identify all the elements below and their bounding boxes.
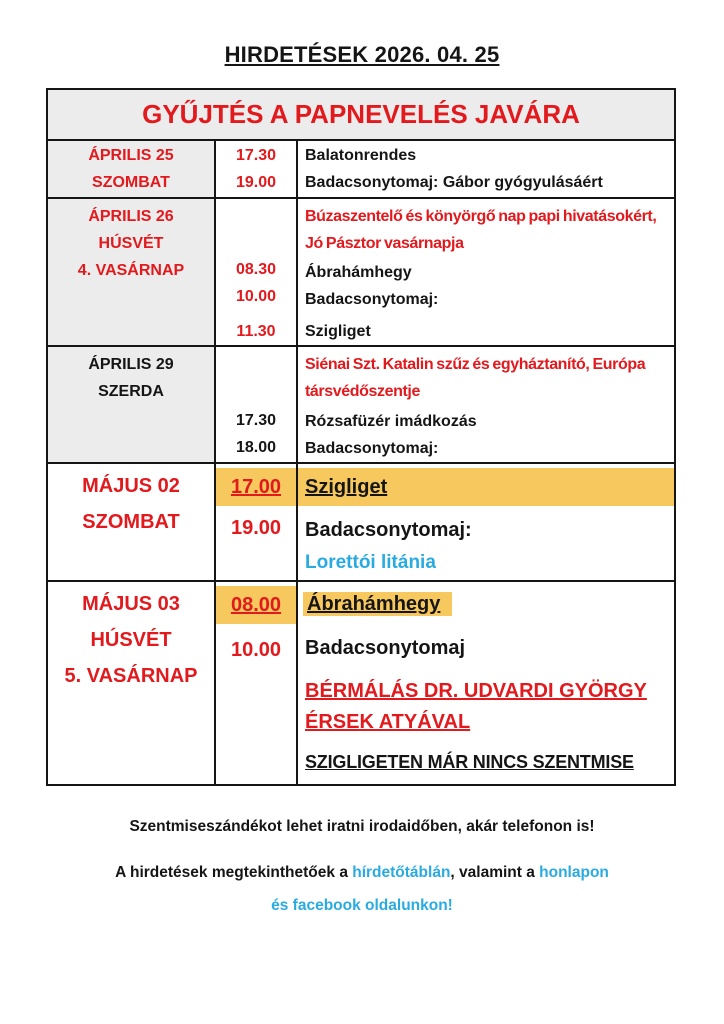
time-cell <box>214 199 298 345</box>
location-value: Rózsafüzér imádkozás <box>305 413 477 430</box>
location-cell <box>298 199 674 345</box>
time-cell <box>214 464 298 580</box>
table-row-april-29 <box>48 345 674 462</box>
litany-note: Lorettói litánia <box>305 552 436 573</box>
time-value: 17.30 <box>235 412 277 429</box>
spacer <box>216 351 296 403</box>
location-value: Szigliget <box>305 323 371 340</box>
date-cell <box>48 141 214 197</box>
time-value: 17.30 <box>235 147 277 164</box>
footer-text: A hirdetések megtekinthetőek a <box>115 864 353 881</box>
time-cell <box>214 141 298 197</box>
time-value: 10.00 <box>235 288 277 306</box>
feast-note: Siénai Szt. Katalin szűz és egyháztanító, Európa társvédőszentje <box>305 356 646 400</box>
website-link-text: honlapon <box>539 864 609 881</box>
facebook-link-text: és facebook oldalunkon! <box>271 897 453 914</box>
location-value: Badacsonytomaj <box>305 637 466 659</box>
footer-text: , valamint a <box>450 864 540 881</box>
spacer <box>298 622 674 630</box>
location-cell <box>298 141 674 197</box>
date-line: ÁPRILIS 25 <box>88 147 174 164</box>
location-value-highlighted: Szigliget <box>305 476 388 498</box>
location-value-highlighted: Ábrahámhegy <box>303 592 452 616</box>
table-row-may-03 <box>48 580 674 784</box>
day-line: 4. VASÁRNAP <box>77 262 185 279</box>
table-row-april-25 <box>48 139 674 197</box>
date-line: MÁJUS 02 <box>82 475 180 497</box>
location-value: Ábrahámhegy <box>305 264 412 282</box>
noticeboard-link-text: hírdetőtáblán <box>352 864 451 881</box>
day-line: HÚSVÉT <box>90 629 172 651</box>
location-cell <box>298 464 674 580</box>
day-line: SZOMBAT <box>92 174 170 191</box>
table-row-may-02 <box>48 462 674 580</box>
table-row-april-26 <box>48 197 674 345</box>
time-value: 18.00 <box>235 439 277 456</box>
time-value-highlighted: 17.00 <box>230 476 282 498</box>
location-value: Balatonrendes <box>305 147 417 164</box>
date-line: MÁJUS 03 <box>82 593 180 615</box>
location-value: Badacsonytomaj: Gábor gyógyulásáért <box>305 174 603 191</box>
table-header-row <box>48 90 674 139</box>
time-cell <box>214 347 298 462</box>
date-cell <box>48 199 214 345</box>
date-cell <box>48 464 214 580</box>
date-cell <box>48 347 214 462</box>
time-value-highlighted: 08.00 <box>230 594 282 616</box>
date-line: ÁPRILIS 29 <box>88 356 174 373</box>
schedule-table <box>46 88 676 786</box>
mass-intention-note: Szentmiseszándékot lehet iratni irodaidőben, akár telefonon is! <box>129 818 595 835</box>
announcements-availability-note <box>0 856 724 889</box>
time-cell <box>214 582 298 784</box>
location-cell <box>298 347 674 462</box>
spacer <box>216 624 296 632</box>
spacer <box>216 310 296 318</box>
no-mass-notice: SZIGLIGETEN MÁR NINCS SZENTMISE <box>305 752 634 772</box>
date-cell <box>48 582 214 784</box>
time-value: 10.00 <box>230 639 282 661</box>
day-line: HÚSVÉT <box>98 235 164 252</box>
location-value: Badacsonytomaj: <box>305 291 439 309</box>
day-line: 5. VASÁRNAP <box>64 665 198 687</box>
location-value: Badacsonytomaj: <box>305 440 439 457</box>
time-value: 19.00 <box>235 174 277 191</box>
day-line: SZOMBAT <box>82 511 180 533</box>
day-line: SZERDA <box>98 383 164 400</box>
location-value: Badacsonytomaj: <box>305 519 472 541</box>
location-cell <box>298 582 674 784</box>
date-line: ÁPRILIS 26 <box>88 208 174 225</box>
confirmation-notice: BÉRMÁLÁS DR. UDVARDI GYÖRGY ÉRSEK ATYÁVAL <box>305 680 647 733</box>
time-value: 08.30 <box>235 261 277 279</box>
spacer <box>216 203 296 256</box>
collection-banner: GYŰJTÉS A PAPNEVELÉS JAVÁRA <box>48 90 674 139</box>
footer <box>0 814 724 922</box>
feast-note: Búzaszentelő és könyörgő nap papi hivatásokért, Jó Pásztor vasárnapja <box>305 208 657 252</box>
page-title: HIRDETÉSEK 2026. 04. 25 <box>224 42 500 67</box>
time-value: 19.00 <box>230 517 282 539</box>
time-value: 11.30 <box>236 323 276 340</box>
